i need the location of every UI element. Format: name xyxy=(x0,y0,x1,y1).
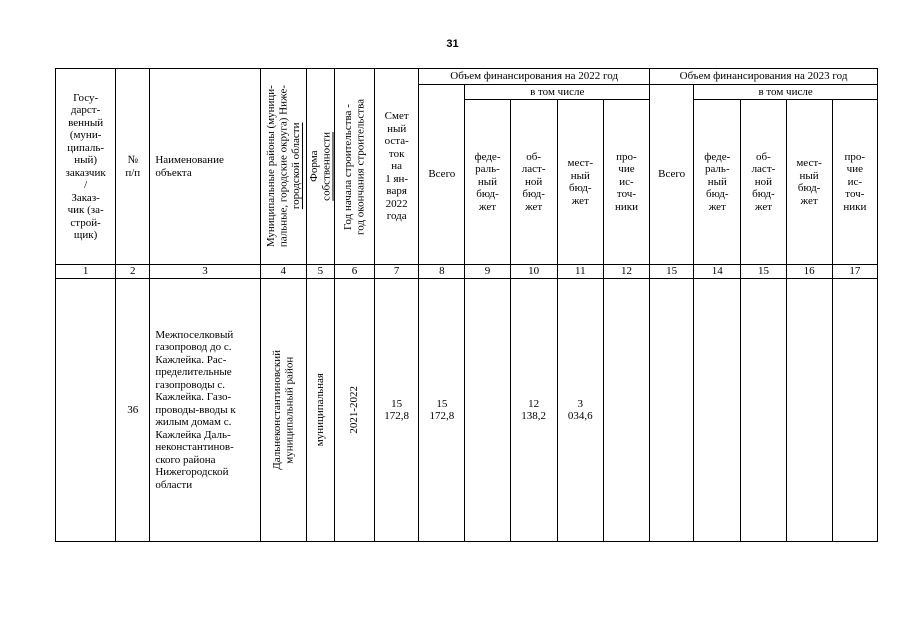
column-number: 15 xyxy=(741,265,786,279)
column-number: 9 xyxy=(465,265,510,279)
cell-local-2022: 3 034,6 xyxy=(557,279,603,542)
cell-ownership: муниципальная xyxy=(306,279,334,542)
column-number: 8 xyxy=(419,265,465,279)
column-number: 10 xyxy=(510,265,557,279)
cell-federal-2023 xyxy=(694,279,741,542)
cell-total-2022: 15 172,8 xyxy=(419,279,465,542)
header-customer: Госу- дарст- венный (муни- ципаль- ный) заказчик / Заказ- чик (за- строй- щик) xyxy=(56,69,116,265)
header-total-2022: Всего xyxy=(419,85,465,265)
cell-customer xyxy=(56,279,116,542)
cell-remaining: 15 172,8 xyxy=(375,279,419,542)
page-number: 31 xyxy=(446,38,459,50)
column-number: 14 xyxy=(694,265,741,279)
cell-local-2023 xyxy=(786,279,832,542)
column-number: 2 xyxy=(116,265,150,279)
cell-district: Дальнеконстантиновский муниципальный район xyxy=(260,279,306,542)
column-number: 17 xyxy=(832,265,877,279)
column-number: 4 xyxy=(260,265,306,279)
header-federal-2023: феде- раль- ный бюд- жет xyxy=(694,100,741,265)
cell-object-name: Межпоселковый газопровод до с. Кажлейка. Рас- пределительные газопроводы с. Кажлейка. Газо- проводы-вводы к жилым домам с. Кажлейка Даль- неконстантинов- ского района Нижегородской области xyxy=(150,279,260,542)
column-number: 15 xyxy=(650,265,694,279)
cell-np: 36 xyxy=(116,279,150,542)
column-number: 7 xyxy=(375,265,419,279)
header-local-2022: мест- ный бюд- жет xyxy=(557,100,603,265)
column-number: 12 xyxy=(603,265,649,279)
column-number: 16 xyxy=(786,265,832,279)
header-object-name: Наименование объекта xyxy=(150,69,260,265)
cell-other-2022 xyxy=(603,279,649,542)
column-number: 5 xyxy=(306,265,334,279)
column-number: 6 xyxy=(334,265,374,279)
cell-other-2023 xyxy=(832,279,877,542)
header-including-2022: в том числе xyxy=(465,85,650,100)
header-ownership: Форма собственности xyxy=(306,69,334,265)
cell-federal-2022 xyxy=(465,279,510,542)
financing-table xyxy=(55,68,878,542)
header-other-2022: про- чие ис- точ- ники xyxy=(603,100,649,265)
header-remaining: Смет ный оста- ток на 1 ян- варя 2022 года xyxy=(375,69,419,265)
column-number: 3 xyxy=(150,265,260,279)
cell-years: 2021-2022 xyxy=(334,279,374,542)
header-regional-2022: об- ласт- ной бюд- жет xyxy=(510,100,557,265)
header-np: № п/п xyxy=(116,69,150,265)
header-local-2023: мест- ный бюд- жет xyxy=(786,100,832,265)
column-number: 1 xyxy=(56,265,116,279)
header-regional-2023: об- ласт- ной бюд- жет xyxy=(741,100,786,265)
cell-regional-2023 xyxy=(741,279,786,542)
header-including-2023: в том числе xyxy=(694,85,878,100)
table-row xyxy=(56,279,878,542)
cell-regional-2022: 12 138,2 xyxy=(510,279,557,542)
header-other-2023: про- чие ис- точ- ники xyxy=(832,100,877,265)
header-districts: Муниципальные районы (муници- пальные, городские округа) Ниже- городской области xyxy=(260,69,306,265)
cell-total-2023 xyxy=(650,279,694,542)
column-number: 11 xyxy=(557,265,603,279)
header-federal-2022: феде- раль- ный бюд- жет xyxy=(465,100,510,265)
header-years: Год начала строительства - год окончания строительства xyxy=(334,69,374,265)
header-financing-2023: Объем финансирования на 2023 год xyxy=(650,69,878,85)
column-number-row xyxy=(56,265,878,279)
header-financing-2022: Объем финансирования на 2022 год xyxy=(419,69,650,85)
header-total-2023: Всего xyxy=(650,85,694,265)
